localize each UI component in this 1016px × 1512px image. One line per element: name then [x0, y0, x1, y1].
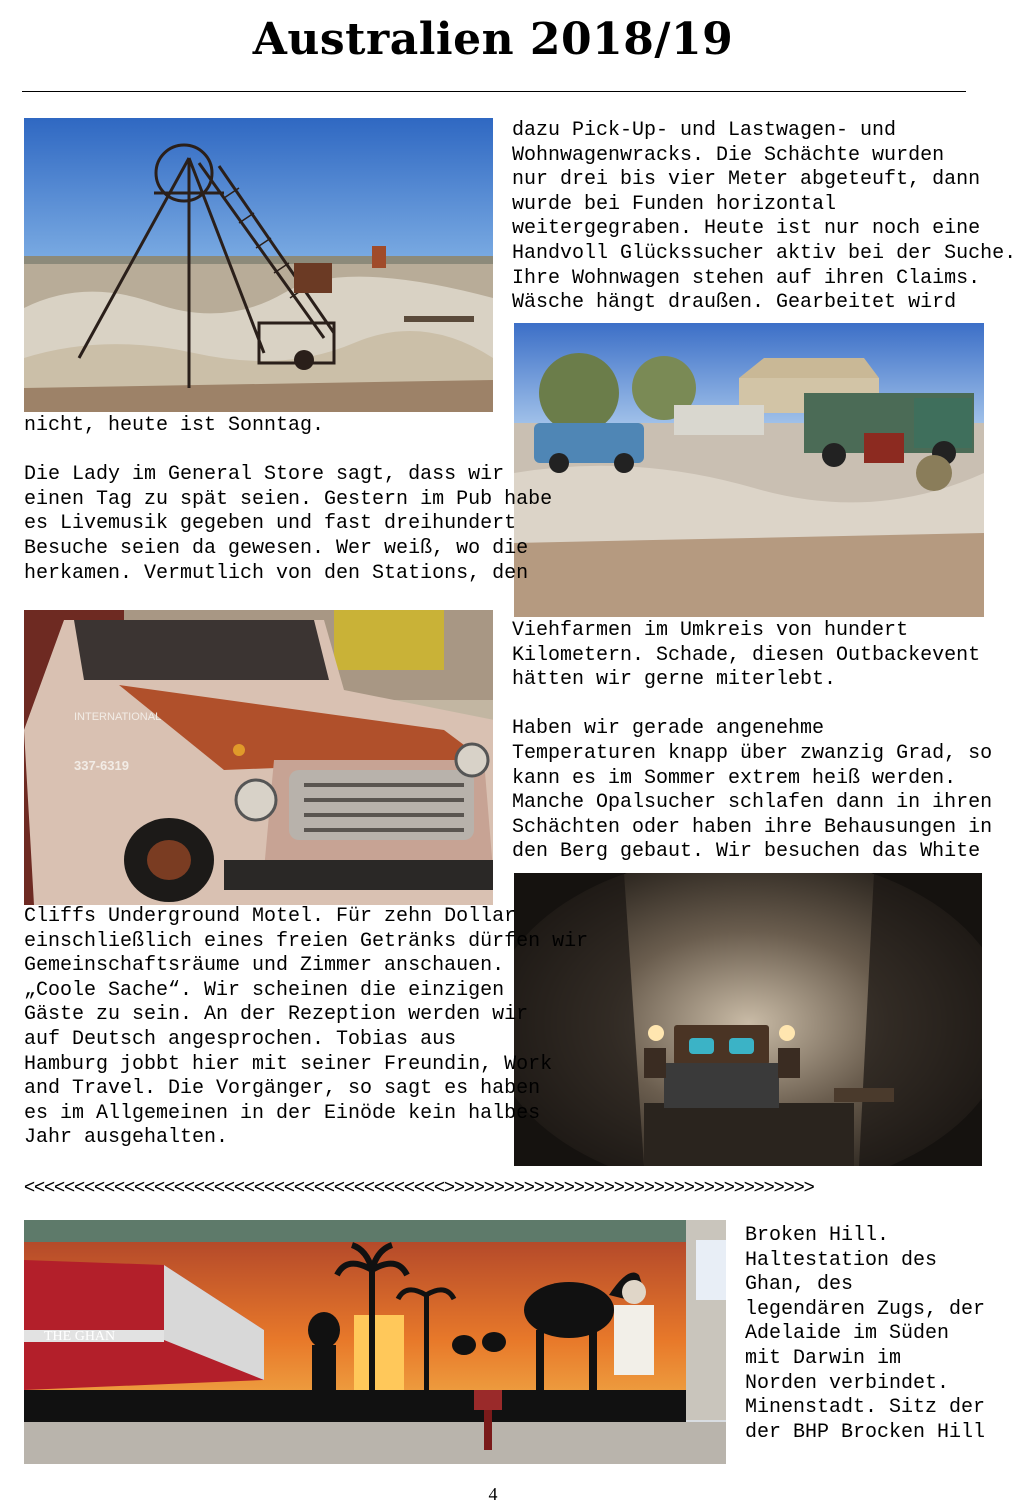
photo-opal-camp	[514, 323, 984, 617]
title-rule	[22, 91, 966, 92]
page-title: Australien 2018/19	[252, 14, 734, 65]
section-divider: <<<<<<<<<<<<<<<<<<<<<<<<<<<<<<<<<<<<<<<<<<>>>>>>>>>>>>>>>>>>>>>>>>>>>>>>>>>>>>>	[24, 1177, 814, 1198]
article-text-block-4: Cliffs Underground Motel. Für zehn Dollar einschließlich eines freien Getränks dürfen wir Gemeinschaftsräume und Zimmer anschauen. „Coole Sache“. Wir scheinen die einzigen Gäste zu sein. An der Rezeption werden wir auf Deutsch angesprochen. Tobias aus Hamburg jobbt hier mit seiner Freundin, Work and Travel. Die Vorgänger, so sagt es haben es im Allgemeinen in der Einöde kein halbes Jahr ausgehalten.	[24, 905, 589, 1150]
mural-ghan-text: THE GHAN	[44, 1329, 116, 1344]
article-text-block-1: dazu Pick-Up- und Lastwagen- und Wohnwagenwracks. Die Schächte wurden nur drei bis vier Meter abgeteuft, dann wurde bei Funden horizontal weitergegraben. Heute ist nur noch eine Handvoll Glückssucher aktiv bei der Suche. Ihre Wohnwagen stehen auf ihren Claims. Wäsche hängt draußen. Gearbeitet wird	[512, 119, 1016, 315]
photo-rusty-truck	[24, 610, 493, 905]
article-text-block-3: Viehfarmen im Umkreis von hundert Kilometern. Schade, diesen Outbackevent hätten wir gerne miterlebt. Haben wir gerade angenehme Temperaturen knapp über zwanzig Grad, so kann es im Sommer extrem heiß werden. Manche Opalsucher schlafen dann in ihren Schächten oder haben ihre Behausungen in den Berg gebaut. Wir besuchen das White	[512, 619, 993, 864]
truck-number-text: 337-6319	[74, 758, 129, 773]
article-text-block-2: nicht, heute ist Sonntag. Die Lady im General Store sagt, dass wir einen Tag zu spät seien. Gestern im Pub habe es Livemusik gegeben und fast dreihundert Besuche seien da gewesen. Wer weiß, wo die herkamen. Vermutlich von den Stations, den	[24, 414, 553, 585]
article-text-block-5: Broken Hill. Haltestation des Ghan, des legendären Zugs, der Adelaide im Süden mit Darwin im Norden verbindet. Minenstadt. Sitz der der BHP Brocken Hill	[745, 1224, 986, 1444]
photo-mine-headframe	[24, 118, 493, 412]
page-number: 4	[488, 1484, 498, 1504]
photo-ghan-mural	[24, 1220, 726, 1464]
truck-brand-text: INTERNATIONAL	[74, 711, 162, 723]
